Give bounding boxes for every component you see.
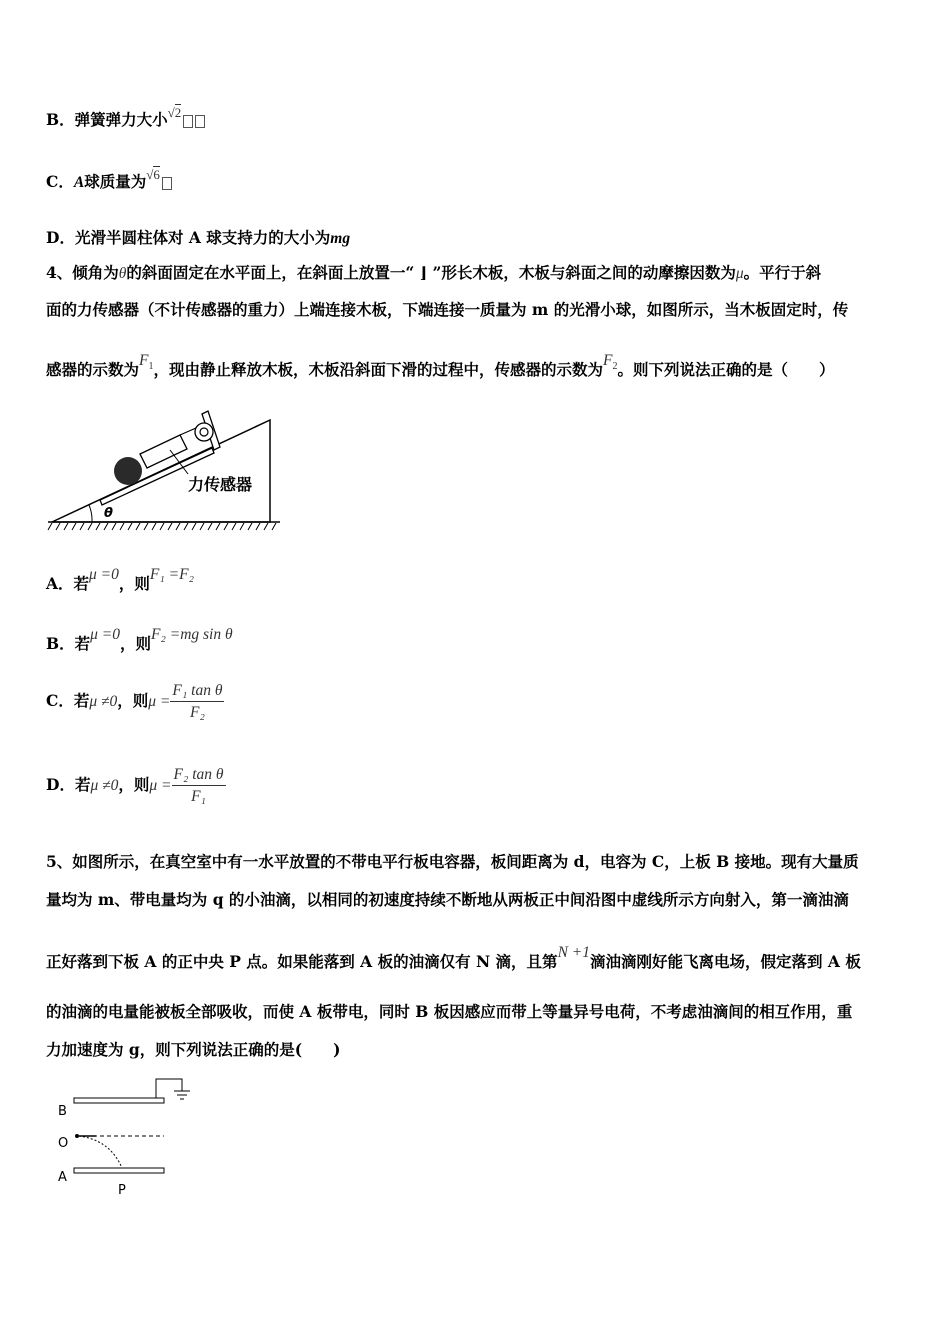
math-lhs: μ = [148,693,171,710]
math-result: F₁ =F₂ [149,566,194,583]
text-span: ，现由静止释放木板，木板沿斜面下滑的过程中，传感器的示数为 [153,360,603,379]
math-condition: μ =0 [89,566,119,583]
angle-label: θ [104,506,113,521]
option-label: D． [46,228,75,247]
incline-figure [44,402,284,534]
math-f1 [139,352,154,372]
q5-stem-line4: 的油滴的电量能被板全部吸收，而使 A 板带电，同时 B 板因感应而带上等量异号电荷，不考虑油滴间的相互作用，重 [46,1002,853,1021]
q5-stem-line2: 量均为 m、带电量均为 q 的小油滴，以相同的初速度持续不断地从两板正中间沿图中虚线所示方向射入，第一滴油滴 [46,890,849,909]
math-mu: μ [735,265,744,282]
text-span: 的斜面固定在水平面上，在斜面上放置一“ ⌋ ”形长木板，木板与斜面之间的动摩擦因数为 [126,263,736,282]
math-condition: μ ≠0 [90,777,119,794]
origin-label: O [58,1136,69,1151]
math-condition: μ ≠0 [89,693,118,710]
sqrt-expression: √2 [167,105,182,120]
text-span: 。则下列说法正确的是（ ） [617,360,835,379]
plate-b [74,1098,164,1103]
force-sensor-label: 力传感器 [188,475,253,494]
q5-stem-line5: 力加速度为 g，则下列说法正确的是( ) [46,1040,341,1059]
q3-option-d [46,226,350,248]
option-label: D．若 [46,775,91,794]
option-text: ，则 [119,634,151,653]
plate-a-label: A [58,1170,67,1185]
sqrt-radicand: 6 [153,167,160,182]
option-text: 光滑半圆柱体对 A 球支持力的大小为 [74,228,331,247]
text-span: 4、倾角为 [46,263,119,282]
q4-stem-line2: 面的力传感器（不计传感器的重力）上端连接木板，下端连接一质量为 m 的光滑小球，如图所示，当木板固定时，传 [46,300,849,319]
math-lhs: μ = [149,777,172,794]
text-span: 。平行于斜 [743,263,822,282]
q3-option-c [46,167,172,192]
fraction [172,766,226,806]
fraction [170,682,224,722]
ground-hatch [48,523,276,530]
text-span: 正好落到下板 A 的正中央 P 点。如果能落到 A 板的油滴仅有 N 滴，且第 [46,952,558,971]
angle-arc [89,505,92,522]
q4-stem-line3 [46,352,835,380]
option-text: 球质量为 [84,172,147,191]
plate-a [74,1168,164,1173]
capacitor-figure [52,1074,202,1204]
plate-b-label: B [58,1104,67,1119]
math-subscript: 1 [148,361,154,372]
q5-stem-line3 [46,944,861,972]
sqrt-radicand: 2 [174,105,182,120]
math-result: F₂ =mg sin θ [151,626,233,643]
text-span: 感器的示数为 [46,360,140,379]
q5-stem-line1: 5、如图所示，在真空室中有一水平放置的不带电平行板电容器，板间距离为 d，电容为 C，上板 B 接地。现有大量质 [46,852,859,871]
point-p-label: P [118,1183,126,1198]
entry-point [75,1134,79,1138]
q4-stem-line1 [46,261,821,283]
q4-option-a [46,566,194,594]
fraction-denominator: F₁ [191,788,206,805]
option-text: ，则 [118,574,150,593]
fraction-numerator: F₂ tan θ [172,766,226,786]
variable: A [73,174,85,191]
math-n-plus-1: N +1 [557,944,590,961]
option-label: A．若 [46,574,90,593]
pulley-inner [200,428,208,436]
math-theta: θ [118,265,127,282]
ball [114,457,142,485]
option-text: ，则 [117,691,149,710]
option-label: B． [46,110,75,129]
sqrt-expression: √6 [146,167,160,182]
q4-option-b [46,626,233,654]
q4-option-c [46,682,224,722]
q3-option-b [46,105,205,130]
missing-glyph-icon [183,115,193,128]
option-text: 弹簧弹力大小 [74,110,168,129]
droplet-trajectory [79,1136,122,1168]
q4-option-d [46,766,226,806]
option-label: C．若 [46,691,90,710]
variable: mg [330,230,351,247]
math-condition: μ =0 [90,626,120,643]
missing-glyph-icon [162,177,172,190]
option-label: C． [46,172,74,191]
missing-glyph-icon [195,115,205,128]
option-label: B．若 [46,634,91,653]
sensor-rod [180,428,196,435]
text-span: 滴油滴刚好能飞离电场，假定落到 A 板 [590,952,861,971]
fraction-numerator: F₁ tan θ [170,682,224,702]
fraction-denominator: F₂ [189,704,205,721]
math-symbol: F [139,352,149,369]
math-f2 [603,352,618,372]
option-text: ，则 [118,775,150,794]
math-subscript: 2 [612,361,618,372]
math-symbol: F [603,352,613,369]
